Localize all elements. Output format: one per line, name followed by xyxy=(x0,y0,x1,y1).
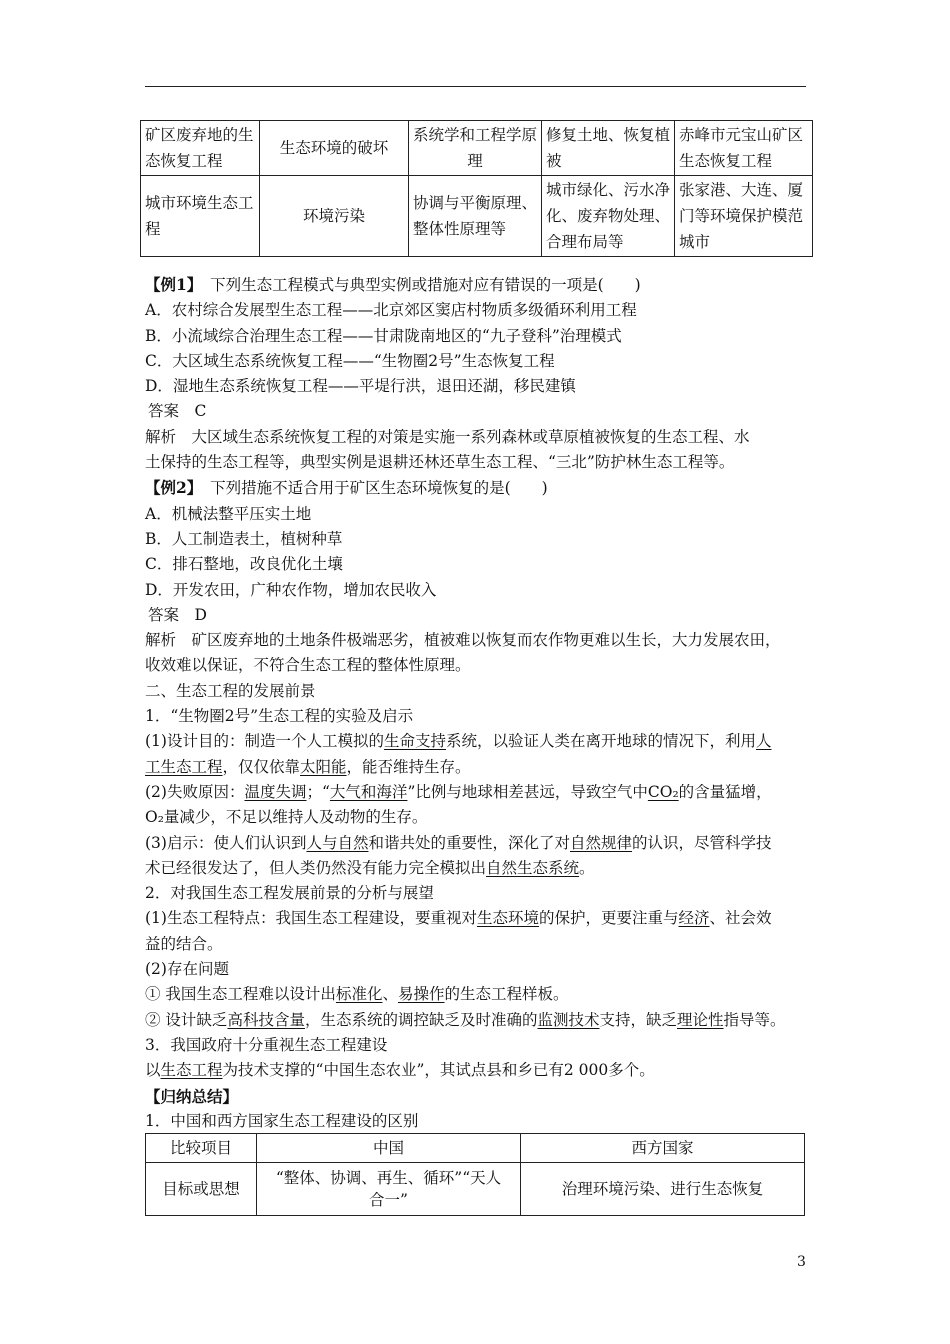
table-row xyxy=(146,1163,805,1216)
table-cell: 生态环境的破坏 xyxy=(260,121,409,176)
table-cell: “整体、协调、再生、循环”“天人合一” xyxy=(257,1163,521,1216)
table-cell: 治理环境污染、进行生态恢复 xyxy=(521,1163,805,1216)
table-header: 比较项目 xyxy=(146,1134,257,1163)
section-heading: 二、生态工程的发展前景 xyxy=(145,681,316,700)
paragraph: ① 我国生态工程难以设计出标准化、易操作的生态工程样板。 xyxy=(145,985,569,1004)
subsection-heading: 2．对我国生态工程发展前景的分析与展望 xyxy=(145,884,434,903)
option: A．机械法整平压实土地 xyxy=(145,504,312,523)
table-row xyxy=(141,176,813,257)
option: A．农村综合发展型生态工程——北京郊区窦店村物质多级循环利用工程 xyxy=(145,301,637,320)
paragraph: 益的结合。 xyxy=(145,934,223,953)
table-header: 西方国家 xyxy=(521,1134,805,1163)
paragraph: O₂量减少，不足以维持人及动物的生存。 xyxy=(145,808,428,827)
paragraph: (2)失败原因：温度失调；“大气和海洋”比例与地球相差甚远，导致空气中CO₂的含量猛增， xyxy=(145,782,772,801)
paragraph: ② 设计缺乏高科技含量，生态系统的调控缺乏及时准确的监测技术支持，缺乏理论性指导等。 xyxy=(145,1010,786,1029)
option: D．湿地生态系统恢复工程——平堤行洪，退田还湖，移民建镇 xyxy=(145,377,576,396)
analysis: 收效难以保证，不符合生态工程的整体性原理。 xyxy=(145,656,471,675)
table-cell: 协调与平衡原理、整体性原理等 xyxy=(409,176,542,257)
analysis: 解析 矿区废弃地的土地条件极端恶劣，植被难以恢复而农作物更难以生长，大力发展农田， xyxy=(145,631,781,650)
paragraph: (2)存在问题 xyxy=(145,960,229,979)
question-text: 下列措施不适合用于矿区生态环境恢复的是( ) xyxy=(210,479,548,498)
table-cell: 张家港、大连、厦门等环境保护模范城市 xyxy=(675,176,813,257)
summary-tag: 【归纳总结】 xyxy=(145,1086,239,1106)
option: C．排石整地，改良优化土壤 xyxy=(145,555,343,574)
header-rule xyxy=(145,86,806,87)
answer: 答案 D xyxy=(148,605,207,624)
option: B．小流域综合治理生态工程——甘肃陇南地区的“九子登科”治理模式 xyxy=(145,326,622,345)
question-text: 下列生态工程模式与典型实例或措施对应有错误的一项是( ) xyxy=(210,276,641,294)
subsection-heading: 1．中国和西方国家生态工程建设的区别 xyxy=(145,1111,419,1130)
paragraph: (3)启示：使人们认识到人与自然和谐共处的重要性，深化了对自然规律的认识，尽管科学技 xyxy=(145,833,772,852)
paragraph: 以生态工程为技术支撑的“中国生态农业”，其试点县和乡已有2 000多个。 xyxy=(145,1061,655,1080)
paragraph: (1)生态工程特点：我国生态工程建设，要重视对生态环境的保护，更要注重与经济、社会效 xyxy=(145,909,772,928)
example-2-question xyxy=(145,475,813,501)
table-cell: 目标或思想 xyxy=(146,1163,257,1216)
paragraph: 工生态工程，仅仅依靠太阳能，能否维持生存。 xyxy=(145,757,471,776)
table-cell: 矿区废弃地的生态恢复工程 xyxy=(141,121,260,176)
table-ecological-engineering-cases xyxy=(140,120,813,257)
table-cell: 系统学和工程学原理 xyxy=(409,121,542,176)
answer: 答案 C xyxy=(148,402,207,421)
example-1-question xyxy=(145,272,813,298)
analysis: 解析 大区域生态系统恢复工程的对策是实施一系列森林或草原植被恢复的生态工程、水 xyxy=(145,427,750,446)
table-row xyxy=(141,121,813,176)
table-header: 中国 xyxy=(257,1134,521,1163)
table-cell: 城市绿化、污水净化、废弃物处理、合理布局等 xyxy=(542,176,675,257)
table-china-vs-west xyxy=(145,1133,805,1216)
table-header-row xyxy=(146,1134,805,1163)
table-cell: 赤峰市元宝山矿区生态恢复工程 xyxy=(675,121,813,176)
example-tag: 【例2】 xyxy=(145,478,195,498)
option: B．人工制造表土，植树种草 xyxy=(145,529,343,548)
option: D．开发农田，广种农作物，增加农民收入 xyxy=(145,580,437,599)
option: C．大区域生态系统恢复工程——“生物圈2号”生态恢复工程 xyxy=(145,351,555,370)
table-cell: 修复土地、恢复植被 xyxy=(542,121,675,176)
table-cell: 城市环境生态工程 xyxy=(141,176,260,257)
document-body xyxy=(145,272,813,1134)
subsection-heading: 1．“生物圈2号”生态工程的实验及启示 xyxy=(145,707,414,726)
example-tag: 【例1】 xyxy=(145,275,195,294)
table-cell: 环境污染 xyxy=(260,176,409,257)
analysis: 土保持的生态工程等，典型实例是退耕还林还草生态工程、“三北”防护林生态工程等。 xyxy=(145,453,735,472)
paragraph: 术已经很发达了，但人类仍然没有能力完全模拟出自然生态系统。 xyxy=(145,858,595,877)
paragraph: (1)设计目的：制造一个人工模拟的生命支持系统，以验证人类在离开地球的情况下，利用人 xyxy=(145,732,772,751)
page-number: 3 xyxy=(797,1254,806,1270)
subsection-heading: 3．我国政府十分重视生态工程建设 xyxy=(145,1035,388,1054)
